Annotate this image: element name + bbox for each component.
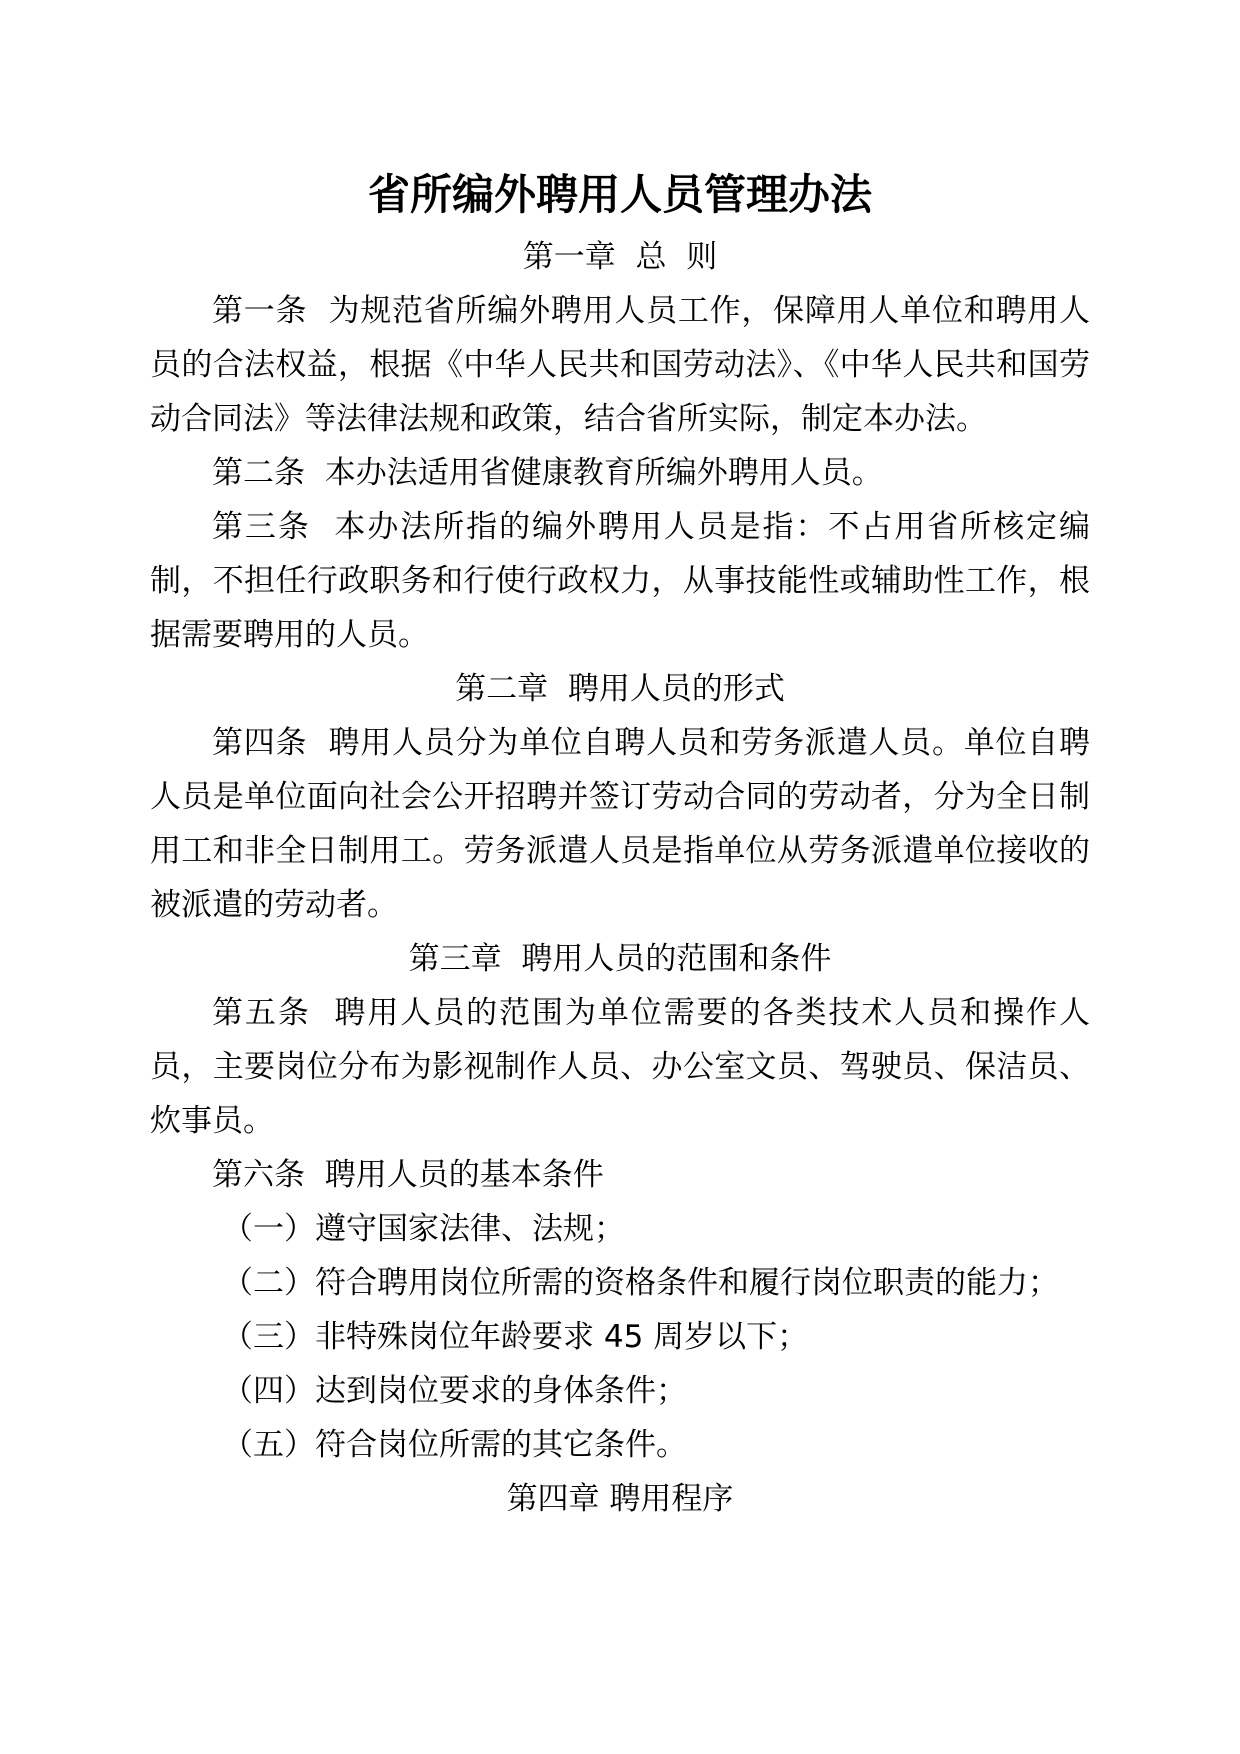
chapter-heading: 第三章 聘用人员的范围和条件 (408, 941, 832, 977)
article-paragraph: 第四条 聘用人员分为单位自聘人员和劳务派遣人员。单位自聘人员是单位面向社会公开招聘并签订劳动合同的劳动者，分为全日制用工和非全日制用工。劳务派遣人员是指单位从劳务派遣单位接收的被派遣的劳动者。 (150, 725, 1090, 923)
article-paragraph: 第二条 本办法适用省健康教育所编外聘用人员。 (212, 455, 883, 491)
condition-item: （二）符合聘用岗位所需的资格条件和履行岗位职责的能力； (222, 1265, 1059, 1301)
condition-item: （三）非特殊岗位年龄要求 45 周岁以下； (222, 1319, 809, 1355)
condition-item: （四）达到岗位要求的身体条件； (222, 1373, 687, 1409)
chapter-heading: 第一章 总 则 (522, 239, 718, 275)
condition-item: （一）遵守国家法律、法规； (222, 1211, 625, 1247)
chapter-heading: 第二章 聘用人员的形式 (455, 671, 785, 707)
article-paragraph: 第一条 为规范省所编外聘用人员工作，保障用人单位和聘用人员的合法权益，根据《中华人民共和国劳动法》、《中华人民共和国劳动合同法》等法律法规和政策，结合省所实际，制定本办法。 (150, 293, 1090, 437)
article-paragraph: 第三条 本办法所指的编外聘用人员是指：不占用省所核定编制，不担任行政职务和行使行政权力，从事技能性或辅助性工作，根据需要聘用的人员。 (150, 509, 1090, 653)
document-body (150, 160, 1090, 1526)
condition-item: （五）符合岗位所需的其它条件。 (222, 1427, 687, 1463)
document-title: 省所编外聘用人员管理办法 (367, 170, 872, 219)
article-paragraph: 第五条 聘用人员的范围为单位需要的各类技术人员和操作人员，主要岗位分布为影视制作人员、办公室文员、驾驶员、保洁员、炊事员。 (150, 995, 1090, 1139)
article-paragraph: 第六条 聘用人员的基本条件 (212, 1157, 604, 1193)
chapter-heading: 第四章 聘用程序 (506, 1481, 734, 1517)
